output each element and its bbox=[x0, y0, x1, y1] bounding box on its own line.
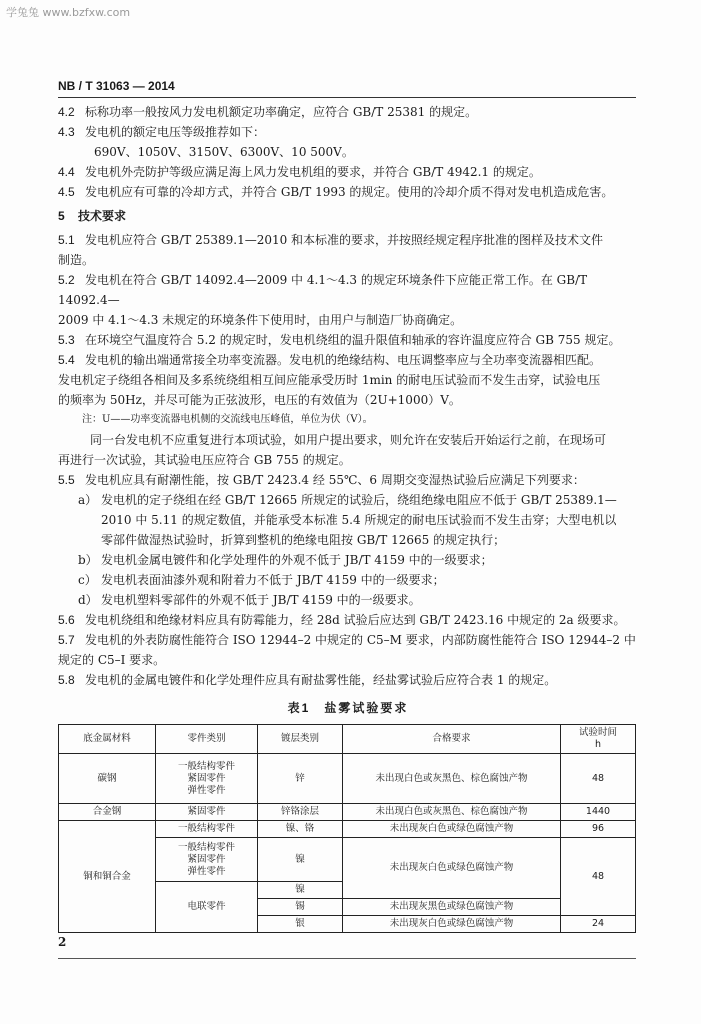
cell-part: 电联零件 bbox=[156, 882, 258, 933]
cell-coating: 锌 bbox=[258, 754, 343, 804]
cell-time: 48 bbox=[561, 754, 636, 804]
clause-5-4-cont-2: 的频率为 50Hz，并尽可能为正弦波形，电压的有效值为（2U+1000）V。 bbox=[58, 393, 461, 407]
cell-coating: 镍、铬 bbox=[258, 821, 343, 838]
cell-time: 48 bbox=[561, 838, 636, 916]
standard-header: NB / T 31063 — 2014 bbox=[58, 79, 175, 93]
cell-criteria: 未出现灰白色或绿色腐蚀产物 bbox=[343, 838, 561, 899]
cell-criteria: 未出现灰白色或绿色腐蚀产物 bbox=[343, 821, 561, 838]
cell-coating: 锌铬涂层 bbox=[258, 804, 343, 821]
clause-4-4: 4.4 发电机外壳防护等级应满足海上风力发电机组的要求，并符合 GB/T 4942.1 的规定。 bbox=[58, 165, 541, 179]
clause-5-1-cont: 制造。 bbox=[58, 253, 95, 267]
section-5-heading: 5 技术要求 bbox=[58, 209, 127, 223]
clause-5-8: 5.8 发电机的金属电镀件和化学处理件应具有耐盐雾性能，经盐雾试验后应符合表 1 的规定。 bbox=[58, 673, 557, 687]
table-header-row bbox=[59, 725, 636, 754]
clause-5-5-a: a） 发电机的定子绕组在经 GB/T 12665 所规定的试验后，绕组绝缘电阻应不低于 GB/T 25389.1— bbox=[78, 493, 617, 507]
col-header-test-time: 试验时间 h bbox=[561, 725, 636, 754]
clause-5-5-a-cont-2: 零部件做湿热试验时，折算到整机的绝缘电阻按 GB/T 12665 的规定执行； bbox=[101, 533, 506, 547]
table-title: 表1 盐雾试验要求 bbox=[287, 701, 409, 715]
clause-5-5: 5.5 发电机应具有耐潮性能，按 GB/T 2423.4 经 55℃、6 周期交变湿热试验后应满足下列要求： bbox=[58, 473, 585, 487]
cell-part: 紧固零件 bbox=[156, 804, 258, 821]
clause-4-3-voltages: 690V、1050V、3150V、6300V、10 500V。 bbox=[94, 145, 354, 159]
cell-time: 96 bbox=[561, 821, 636, 838]
cell-criteria: 未出现灰白色或绿色腐蚀产物 bbox=[343, 916, 561, 933]
cell-part: 一般结构零件 紧固零件 弹性零件 bbox=[156, 838, 258, 882]
cell-metal: 碳钢 bbox=[59, 754, 156, 804]
cell-coating: 银 bbox=[258, 916, 343, 933]
clause-4-5: 4.5 发电机应有可靠的冷却方式，并符合 GB/T 1993 的规定。使用的冷却介质不得对发电机造成危害。 bbox=[58, 185, 614, 199]
clause-4-3: 4.3 发电机的额定电压等级推荐如下： bbox=[58, 125, 266, 139]
clause-5-6: 5.6 发电机绕组和绝缘材料应具有防霉能力，经 28d 试验后应达到 GB/T 2423.16 中规定的 2a 级要求。 bbox=[58, 613, 626, 627]
clause-5-2: 5.2 发电机在符合 GB/T 14092.4—2009 中 4.1～4.3 的规定环境条件下应能正常工作。在 GB/T 14092.4— bbox=[58, 273, 588, 307]
cell-criteria: 未出现灰黑色或绿色腐蚀产物 bbox=[343, 899, 561, 916]
table-row bbox=[59, 821, 636, 838]
col-header-part-type: 零件类别 bbox=[156, 725, 258, 754]
cell-part: 一般结构零件 紧固零件 弹性零件 bbox=[156, 754, 258, 804]
salt-spray-table bbox=[58, 724, 636, 933]
clause-5-7: 5.7 发电机的外表防腐性能符合 ISO 12944–2 中规定的 C5–M 要求，内部防腐性能符合 ISO 12944–2 中 bbox=[58, 633, 636, 647]
header-rule bbox=[58, 97, 636, 98]
footer-rule bbox=[58, 958, 636, 959]
clause-4-2: 4.2 标称功率一般按风力发电机额定功率确定，应符合 GB/T 25381 的规定。 bbox=[58, 105, 478, 119]
clause-5-5-d: d） 发电机塑料零部件的外观不低于 JB/T 4159 中的一级要求。 bbox=[78, 593, 421, 607]
clause-5-4-note: 注：U——功率变流器电机侧的交流线电压峰值，单位为伏（V）。 bbox=[82, 414, 373, 425]
clause-5-5-a-cont-1: 2010 中 5.11 的规定数值，并能承受本标准 5.4 所规定的耐电压试验而不发生击穿；大型电机以 bbox=[101, 513, 617, 527]
clause-5-1: 5.1 发电机应符合 GB/T 25389.1—2010 和本标准的要求，并按照经规定程序批准的图样及技术文件 bbox=[58, 233, 604, 247]
cell-part: 一般结构零件 bbox=[156, 821, 258, 838]
table-row bbox=[59, 754, 636, 804]
cell-coating: 镍 bbox=[258, 882, 343, 899]
col-header-criteria: 合格要求 bbox=[343, 725, 561, 754]
cell-time: 1440 bbox=[561, 804, 636, 821]
cell-metal: 合金钢 bbox=[59, 804, 156, 821]
cell-metal: 铜和铜合金 bbox=[59, 821, 156, 933]
col-header-coating: 镀层类别 bbox=[258, 725, 343, 754]
clause-5-4-cont-1: 发电机定子绕组各相间及多系统绕组相互间应能承受历时 1min 的耐电压试验而不发生击穿，试验电压 bbox=[58, 373, 601, 387]
clause-5-4-para2-cont: 再进行一次试验，其试验电压应符合 GB 755 的规定。 bbox=[58, 453, 351, 467]
cell-time: 24 bbox=[561, 916, 636, 933]
table-row bbox=[59, 804, 636, 821]
clause-5-4-para2: 同一台发电机不应重复进行本项试验，如用户提出要求，则允许在安装后开始运行之前，在现场可 bbox=[90, 433, 607, 447]
clause-5-7-cont: 规定的 C5–I 要求。 bbox=[58, 653, 166, 667]
clause-5-5-c: c） 发电机表面油漆外观和附着力不低于 JB/T 4159 中的一级要求； bbox=[78, 573, 445, 587]
cell-criteria: 未出现白色或灰黑色、棕色腐蚀产物 bbox=[343, 804, 561, 821]
document-body bbox=[58, 102, 638, 933]
clause-5-5-b: b） 发电机金属电镀件和化学处理件的外观不低于 JB/T 4159 中的一级要求； bbox=[78, 553, 493, 567]
clause-5-4: 5.4 发电机的输出端通常接全功率变流器。发电机的绝缘结构、电压调整率应与全功率变流器相匹配。 bbox=[58, 353, 602, 367]
watermark: 学兔兔 www.bzfxw.com bbox=[6, 6, 131, 19]
cell-coating: 锡 bbox=[258, 899, 343, 916]
page-number: 2 bbox=[58, 935, 67, 949]
col-header-base-metal: 底金属材料 bbox=[59, 725, 156, 754]
cell-criteria: 未出现白色或灰黑色、棕色腐蚀产物 bbox=[343, 754, 561, 804]
cell-coating: 镍 bbox=[258, 838, 343, 882]
clause-5-3: 5.3 在环境空气温度符合 5.2 的规定时，发电机绕组的温升限值和轴承的容许温度应符合 GB 755 规定。 bbox=[58, 333, 621, 347]
clause-5-2-cont: 2009 中 4.1～4.3 未规定的环境条件下使用时，由用户与制造厂协商确定。 bbox=[58, 313, 463, 327]
